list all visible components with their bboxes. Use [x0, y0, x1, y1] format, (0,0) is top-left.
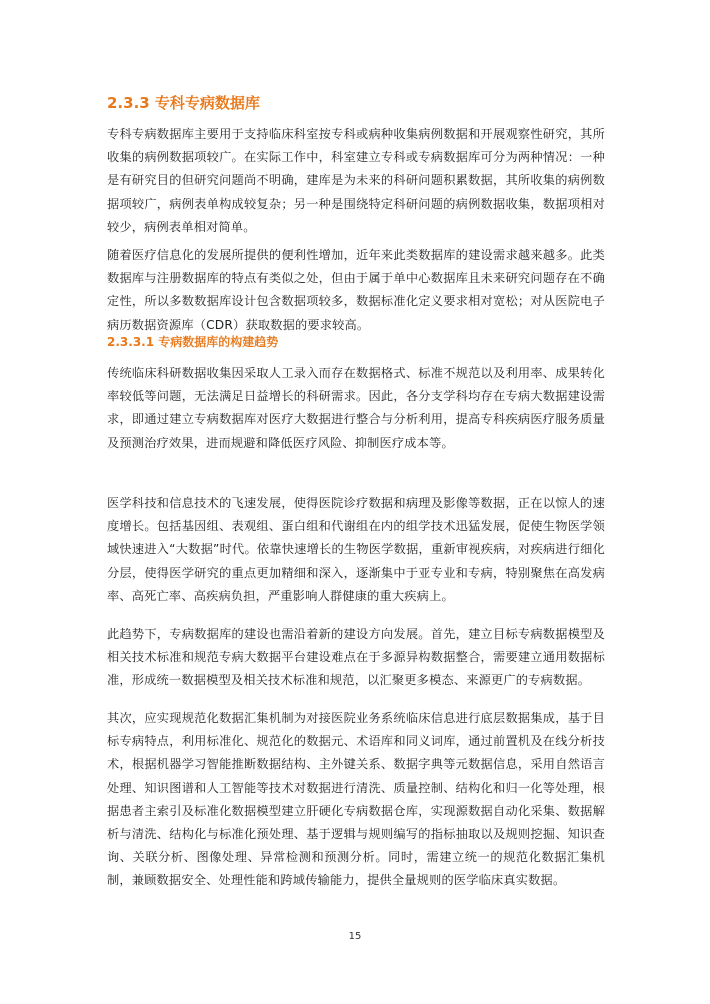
paragraph: 传统临床科研数据收集因采取人工录入而存在数据格式、标准不规范以及利用率、成果转化率较低等问题，无法满足日益增长的科研需求。因此，各分支学科均存在专病大数据建设需求，即通过建立专病数据库对医疗大数据进行整合与分析利用，提高专科疾病医疗服务质量及预测治疗效果，进而规避和降低医疗风险、抑制医疗成本等。 [107, 366, 605, 450]
paragraph: 随着医疗信息化的发展所提供的便利性增加，近年来此类数据库的建设需求越来越多。此类数据库与注册数据库的特点有类似之处，但由于属于单中心数据库且未来研究问题存在不确定性，所以多数数据库设计包含数据项较多，数据标准化定义要求相对宽松；对从医院电子病历数据资源库（CDR）获取数据的要求较高。 [107, 248, 605, 332]
paragraph: 此趋势下，专病数据库的建设也需沿着新的建设方向发展。首先，建立目标专病数据模型及相关技术标准和规范专病大数据平台建设难点在于多源异构数据整合，需要建立通用数据标准，形成统一数据模型及相关技术标准和规范，以汇聚更多模态、来源更广的专病数据。 [107, 627, 605, 688]
section-heading: 2.3.3 专科专病数据库 [107, 94, 260, 112]
paragraph: 医学科技和信息技术的飞速发展，使得医院诊疗数据和病理及影像等数据，正在以惊人的速度增长。包括基因组、表观组、蛋白组和代谢组在内的组学技术迅猛发展，促使生物医学领域快速进入“大数据”时代。依靠快速增长的生物医学数据，重新审视疾病，对疾病进行细化分层，使得医学研究的重点更加精细和深入，逐渐集中于亚专业和专病，特别聚焦在高发病率、高死亡率、高疾病负担，严重影响人群健康的重大疾病上。 [107, 496, 605, 603]
paragraph: 其次，应实现规范化数据汇集机制为对接医院业务系统临床信息进行底层数据集成，基于目标专病特点，利用标准化、规范化的数据元、术语库和同义词库，通过前置机及在线分析技术，根据机器学习智能推断数据结构、主外键关系、数据字典等元数据信息，采用自然语言处理、知识图谱和人工智能等技术对数据进行清洗、质量控制、结构化和归一化等处理，根据患者主索引及标准化数据模型建立肝硬化专病数据仓库，实现源数据自动化采集、数据解析与清洗、结构化与标准化预处理、基于逻辑与规则编写的指标抽取以及规则挖掘、知识查询、关联分析、图像处理、异常检测和预测分析。同时，需建立统一的规范化数据汇集机制，兼顾数据安全、处理性能和跨域传输能力，提供全量规则的医学临床真实数据。 [107, 711, 605, 888]
page-number: 15 [348, 931, 362, 942]
paragraph: 专科专病数据库主要用于支持临床科室按专科或病种收集病例数据和开展观察性研究，其所收集的病例数据项较广。在实际工作中，科室建立专科或专病数据库可分为两种情况：一种是有研究目的但研究问题尚不明确，建库是为未来的科研问题积累数据，其所收集的病例数据项较广，病例表单构成较复杂；另一种是围绕特定科研问题的病例数据收集，数据项相对较少，病例表单相对简单。 [107, 127, 605, 234]
subsection-heading: 2.3.3.1 专病数据库的构建趋势 [107, 335, 279, 349]
